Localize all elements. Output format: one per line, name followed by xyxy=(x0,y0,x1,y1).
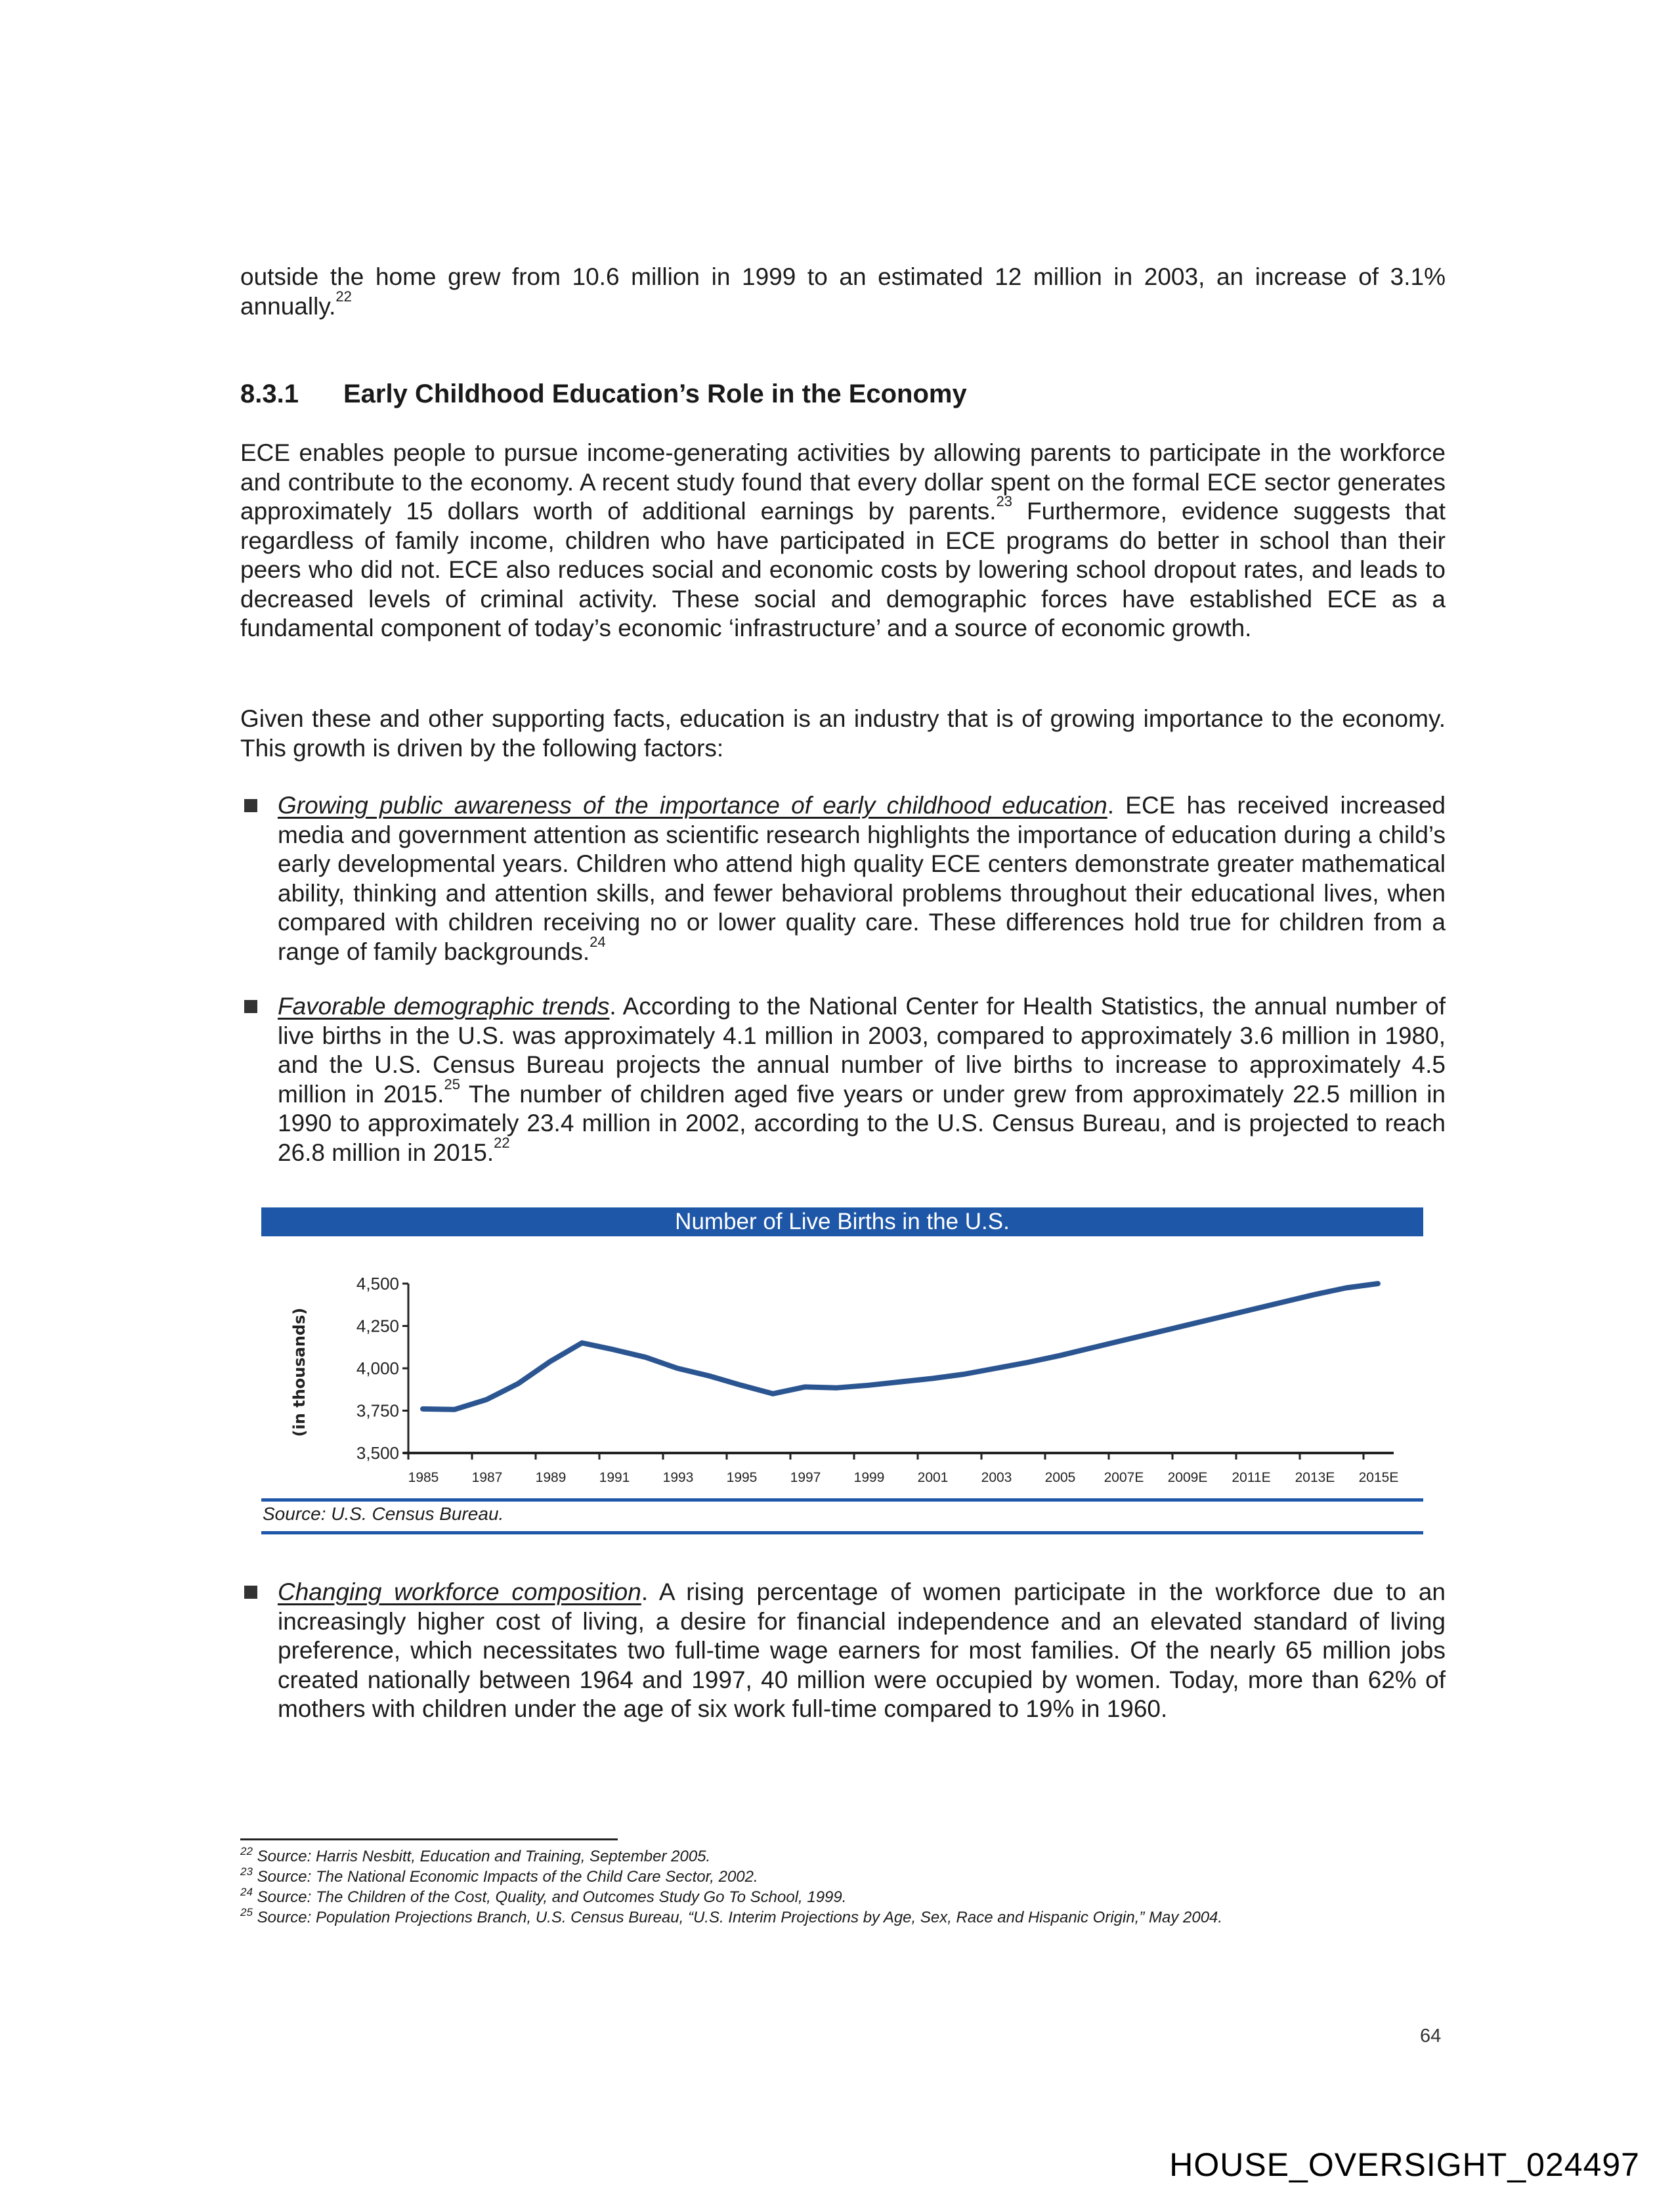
svg-text:3,500: 3,500 xyxy=(356,1443,399,1463)
svg-text:2005: 2005 xyxy=(1044,1470,1076,1485)
bates-stamp: HOUSE_OVERSIGHT_024497 xyxy=(1169,2146,1640,2183)
footnote-text: Source: The National Economic Impacts of the Child Care Sector, 2002. xyxy=(257,1868,758,1886)
svg-text:2013E: 2013E xyxy=(1295,1470,1335,1485)
bullet-lead: Favorable demographic trends xyxy=(278,993,610,1020)
bullet-demographic-trends xyxy=(240,992,1446,1167)
section-heading xyxy=(240,380,967,409)
x-axis-labels xyxy=(408,1470,1399,1485)
footnote-number: 24 xyxy=(240,1886,253,1898)
svg-text:1997: 1997 xyxy=(790,1470,821,1485)
page-number: 64 xyxy=(1420,2026,1442,2047)
footnote-text: Source: Population Projections Branch, U.S. Census Bureau, “U.S. Interim Projections by Age, Sex, Race and Hispanic Origin,” May 2004. xyxy=(257,1909,1223,1926)
footnote-text: Source: The Children of the Cost, Quality, and Outcomes Study Go To School, 1999. xyxy=(257,1888,847,1906)
square-bullet-icon xyxy=(244,799,257,812)
bullet-body: . ECE has received increased media and government attention as scientific research highlights the importance of education during a child’s early developmental years. Children who attend high quality ECE centers demonstrate greater mathematical ability, thinking and attention skills, and fewer behavioral problems throughout their educational lives, when compared with children receiving no or lower quality care. These differences hold true for children from a range of family backgrounds. xyxy=(278,792,1446,965)
footnote-ref[interactable]: 24 xyxy=(590,933,606,950)
intro-paragraph xyxy=(240,263,1446,321)
footnote-text: Source: Harris Nesbitt, Education and Training, September 2005. xyxy=(257,1848,711,1865)
section-title: Early Childhood Education’s Role in the Economy xyxy=(343,380,967,408)
svg-text:1987: 1987 xyxy=(471,1470,503,1485)
line-chart xyxy=(261,1247,1423,1485)
bullet-lead: Changing workforce composition xyxy=(278,1578,641,1605)
svg-text:1991: 1991 xyxy=(599,1470,630,1485)
chart-title-bar: Number of Live Births in the U.S. xyxy=(261,1207,1423,1236)
bullet-body: . A rising percentage of women participate in the workforce due to an increasingly higher cost of living, a desire for financial independence and an elevated standard of living preference, which necessitates two full-time wage earners for most families. Of the nearly 65 million jobs created nationally between 1964 and 1997, 40 million were occupied by women. Today, more than 62% of mothers with children under the age of six work full-time compared to 19% in 1960. xyxy=(278,1578,1446,1722)
square-bullet-icon xyxy=(244,1000,257,1013)
footnote-number: 25 xyxy=(240,1906,253,1919)
footnote-ref[interactable]: 23 xyxy=(996,493,1012,510)
svg-text:1995: 1995 xyxy=(726,1470,758,1485)
ece-paragraph xyxy=(240,439,1446,643)
bullet-workforce-composition xyxy=(240,1578,1446,1724)
svg-text:4,500: 4,500 xyxy=(356,1274,399,1293)
bullet-lead: Growing public awareness of the importance of early childhood education xyxy=(278,792,1107,819)
footnote-25 xyxy=(240,1907,1222,1928)
bullet-body: . According to the National Center for Health Statistics, the annual number of live births in the U.S. was approximately 4.1 million in 2003, compared to approximately 3.6 million in 1980, and the U.S. Census Bureau projects the annual number of live births to increase to approximately 4.5 million in 2015. xyxy=(278,993,1446,1108)
svg-text:2011E: 2011E xyxy=(1232,1470,1271,1485)
svg-text:1999: 1999 xyxy=(853,1470,885,1485)
svg-text:4,250: 4,250 xyxy=(356,1316,399,1336)
svg-text:2015E: 2015E xyxy=(1358,1470,1399,1485)
ece-text-1: ECE enables people to pursue income-generating activities by allowing parents to participate in the workforce and contribute to the economy. A recent study found that every dollar spent on the formal ECE sector generates approximately 15 dollars worth of additional earnings by parents. xyxy=(240,439,1446,525)
footnote-22 xyxy=(240,1846,710,1867)
bullet-body-2: The number of children aged five years or under grew from approximately 22.5 million in 1990 to approximately 23.4 million in 2002, according to the U.S. Census Bureau, and is projected to reach 26.8 million in 2015. xyxy=(278,1080,1446,1166)
footnote-23 xyxy=(240,1867,758,1887)
svg-text:2003: 2003 xyxy=(981,1470,1012,1485)
footnote-24 xyxy=(240,1887,846,1907)
intro-text: outside the home grew from 10.6 million in 1999 to an estimated 12 million in 2003, an increase of 3.1% annually. xyxy=(240,263,1446,320)
footnote-ref[interactable]: 22 xyxy=(335,288,352,305)
footnote-number: 23 xyxy=(240,1865,253,1878)
square-bullet-icon xyxy=(244,1586,257,1599)
svg-text:1985: 1985 xyxy=(408,1470,439,1485)
svg-text:4,000: 4,000 xyxy=(356,1358,399,1378)
svg-text:3,750: 3,750 xyxy=(356,1400,399,1421)
footnote-ref[interactable]: 25 xyxy=(444,1075,460,1093)
y-axis-labels xyxy=(356,1274,399,1463)
births-line xyxy=(423,1284,1378,1410)
section-number: 8.3.1 xyxy=(240,380,299,408)
given-paragraph: Given these and other supporting facts, education is an industry that is of growing importance to the economy. This growth is driven by the following factors: xyxy=(240,705,1446,762)
footnote-divider xyxy=(240,1838,618,1840)
ece-text-2: Furthermore, evidence suggests that regardless of family income, children who have participated in ECE programs do better in school than their peers who did not. ECE also reduces social and economic costs by lowering school dropout rates, and leads to decreased levels of criminal activity. These social and demographic forces have established ECE as a fundamental component of today’s economic ‘infrastructure’ and a source of economic growth. xyxy=(240,498,1446,641)
chart-divider-bottom xyxy=(261,1531,1423,1534)
footnote-number: 22 xyxy=(240,1845,253,1857)
svg-text:2001: 2001 xyxy=(917,1470,949,1485)
svg-text:1989: 1989 xyxy=(535,1470,567,1485)
bullet-public-awareness xyxy=(240,791,1446,966)
svg-text:1993: 1993 xyxy=(662,1470,694,1485)
chart-source: Source: U.S. Census Bureau. xyxy=(263,1504,504,1524)
y-axis-title: (in thousands) xyxy=(290,1307,309,1437)
footnote-ref[interactable]: 22 xyxy=(494,1134,510,1151)
chart-divider-top xyxy=(261,1498,1423,1502)
svg-text:2009E: 2009E xyxy=(1167,1470,1208,1485)
svg-text:2007E: 2007E xyxy=(1104,1470,1144,1485)
